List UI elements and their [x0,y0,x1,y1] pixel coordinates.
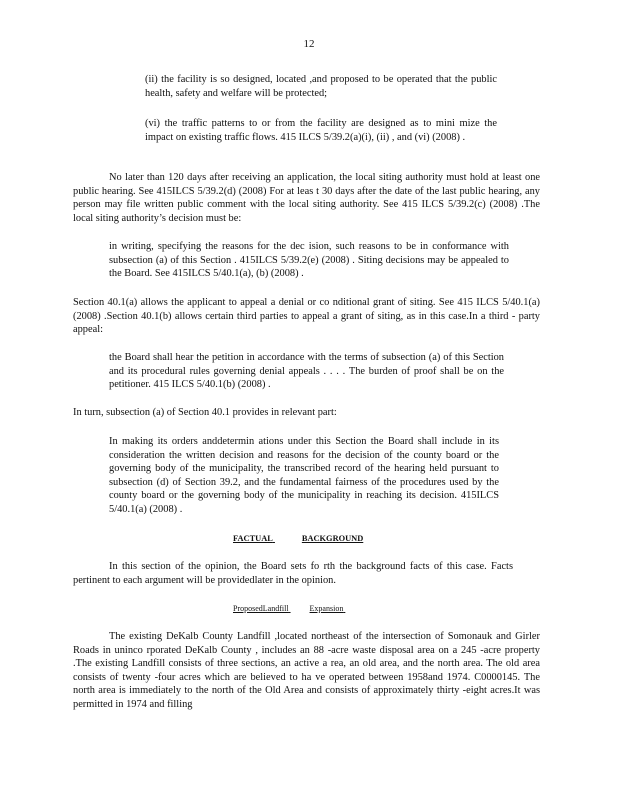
paragraph-background-intro: In this section of the opinion, the Board sets fo rth the background facts of this case. Facts pertinent to each argument will be providedlater in the opinion. [73,561,513,586]
heading-factual-background [233,534,363,543]
block-quote-decision-writing: in writing, specifying the reasons for the dec ision, such reasons to be in conformance with subsection (a) of this Section . 415ILCS 5/39.2(e) (2008) . Siting decisions may be appealed to the Board. See 415ILCS 5/40.1(a), (b) (2008) . [109,241,509,280]
block-quote-third-party-appeal: the Board shall hear the petition in accordance with the terms of subsection (a) of this Section and its procedural rules governing denial appeals . . . . The burden of proof shall be on the petitioner. 415 ILCS 5/40.1(b) (2008) . [109,352,504,391]
heading-underline-spacer [273,534,302,543]
heading-underline-spacer [289,604,310,613]
heading-proposed-landfill-part2: Expansion [309,604,344,613]
heading-factual-background-part2: BACKGROUND [301,534,364,543]
quoted-criterion-ii: (ii) the facility is so designed, located ,and proposed to be operated that the public health, safety and welfare will be protected; [145,74,497,99]
paragraph-subsection-a-intro: In turn, subsection (a) of Section 40.1 provides in relevant part: [73,407,337,418]
heading-factual-background-part1: FACTUAL [233,534,273,543]
heading-underline-tail [343,604,370,613]
quoted-criterion-vi: (vi) the traffic patterns to or from the facility are designed as to mini mize the impact on existing traffic flows. 415 ILCS 5/39.2(a)(i), (ii) , and (vi) (2008) . [145,118,497,143]
block-quote-board-considerations: In making its orders anddetermin ations under this Section the Board shall include in its consideration the written decision and reasons for the decision of the county board or the governing body of the municipality, the transcribed record of the hearing held pursuant to subsection (d) of Section 39.2, and the fundamental fairness of the procedures used by the county board or the governing body of the municipality in reaching its decision. 415ILCS 5/40.1(a) (2008) . [109,436,499,515]
paragraph-existing-landfill: The existing DeKalb County Landfill ,located northeast of the intersection of Somonauk and Girler Roads in uninco rporated DeKalb County , includes an 88 -acre waste disposal area on a 245 -acre property .The existing Landfill consists of three sections, an active a rea, an old area, and the north area. The old area consists of twenty -four acres which are believed to ha ve operated between 1958and 1974. C0000145. The north area is immediately to the north of the Old Area and consists of approximately thirty -eight acres.It was permitted in 1974 and filling [73,631,540,710]
paragraph-section-40-1: Section 40.1(a) allows the applicant to appeal a denial or co nditional grant of siting. See 415 ILCS 5/40.1(a) (2008) .Section 40.1(b) allows certain third parties to appeal a grant of siting, as in this case.In a third - party appeal: [73,297,540,336]
paragraph-hearing-requirements: No later than 120 days after receiving an application, the local siting authority must hold at least one public hearing. See 415ILCS 5/39.2(d) (2008) For at leas t 30 days after the date of the last public hearing, any person may file written public comment with the local siting authority. See 415 ILCS 5/39.2(c) (2008) .The local siting authority’s decision must be: [73,172,540,224]
heading-proposed-landfill-part1: ProposedLandfill [233,604,289,613]
heading-proposed-landfill-expansion [233,604,370,613]
page-number: 12 [303,38,315,50]
